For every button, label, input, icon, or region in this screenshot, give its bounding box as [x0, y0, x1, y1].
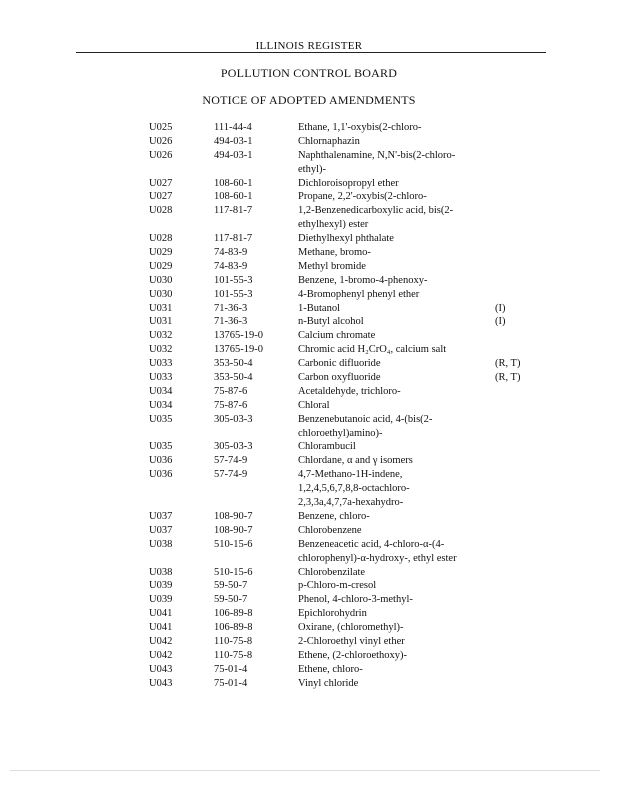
- waste-code: U033: [149, 372, 173, 384]
- table-row-line: [0, 315, 618, 329]
- table-row: [0, 635, 618, 649]
- substance-name: n-Butyl alcohol: [298, 316, 364, 328]
- cas-number: 71-36-3: [214, 316, 248, 328]
- substance-name: 2,3,3a,4,7,7a-hexahydro-: [298, 497, 404, 509]
- cas-number: 110-75-8: [214, 649, 253, 661]
- waste-code: U036: [149, 469, 173, 481]
- cas-number: 510-15-6: [214, 566, 253, 578]
- table-row-line: [0, 357, 618, 371]
- waste-code: U034: [149, 399, 173, 411]
- table-row-line: [0, 496, 618, 510]
- cas-number: 494-03-1: [214, 149, 253, 161]
- substance-name: chloroethyl)amino)-: [298, 427, 383, 439]
- substance-name: Ethene, (2-chloroethoxy)-: [298, 649, 408, 661]
- substance-name: Carbon oxyfluoride: [298, 372, 381, 384]
- table-row: [0, 135, 618, 149]
- table-row-line: [0, 149, 618, 163]
- waste-code: U042: [149, 635, 173, 647]
- table-row: [0, 454, 618, 468]
- waste-code: U030: [149, 274, 173, 286]
- waste-code: U027: [149, 191, 173, 203]
- substance-name: Calcium chromate: [298, 330, 376, 342]
- table-row: [0, 510, 618, 524]
- table-row: [0, 607, 618, 621]
- cas-number: 74-83-9: [214, 260, 248, 272]
- substance-name: Carbonic difluoride: [298, 358, 381, 370]
- substance-name: Chloral: [298, 399, 330, 411]
- substance-name: p-Chloro-m-cresol: [298, 580, 377, 592]
- waste-code: U035: [149, 413, 173, 425]
- table-row-line: [0, 232, 618, 246]
- table-row: [0, 579, 618, 593]
- table-row: [0, 315, 618, 329]
- table-row: [0, 357, 618, 371]
- hazard-code: (R, T): [495, 372, 521, 384]
- table-row: [0, 566, 618, 580]
- table-row: [0, 232, 618, 246]
- cas-number: 117-81-7: [214, 233, 253, 245]
- table-row-line: [0, 302, 618, 316]
- table-row: [0, 621, 618, 635]
- cas-number: 106-89-8: [214, 622, 253, 634]
- substance-name: ethyl)-: [298, 163, 326, 175]
- table-row: [0, 413, 618, 441]
- substance-name: Diethylhexyl phthalate: [298, 233, 394, 245]
- table-row: [0, 121, 618, 135]
- substance-name: Vinyl chloride: [298, 677, 359, 689]
- waste-code: U031: [149, 302, 173, 314]
- table-row: [0, 190, 618, 204]
- table-row: [0, 260, 618, 274]
- table-row-line: [0, 593, 618, 607]
- cas-number: 111-44-4: [214, 122, 252, 133]
- substance-name: 4,7-Methano-1H-indene,: [298, 469, 403, 481]
- waste-code: U030: [149, 288, 173, 300]
- table-row-line: [0, 552, 618, 566]
- waste-code: U032: [149, 344, 173, 356]
- cas-number: 494-03-1: [214, 135, 253, 147]
- substance-name: Ethene, chloro-: [298, 663, 363, 675]
- cas-number: 108-90-7: [214, 510, 253, 522]
- waste-code: U028: [149, 233, 173, 245]
- substance-name: 4-Bromophenyl phenyl ether: [298, 288, 420, 300]
- waste-code: U029: [149, 260, 173, 272]
- waste-code: U037: [149, 510, 173, 522]
- table-row-line: [0, 454, 618, 468]
- waste-code: U025: [149, 122, 173, 133]
- waste-code: U043: [149, 677, 173, 689]
- waste-code: U031: [149, 316, 173, 328]
- table-row-line: [0, 510, 618, 524]
- waste-code: U037: [149, 524, 173, 536]
- table-row: [0, 329, 618, 343]
- cas-number: 108-90-7: [214, 524, 253, 536]
- substance-name: Propane, 2,2'-oxybis(2-chloro-: [298, 191, 427, 203]
- cas-number: 353-50-4: [214, 358, 253, 370]
- substance-name: Benzene, chloro-: [298, 510, 370, 522]
- cas-number: 75-01-4: [214, 677, 248, 689]
- substance-name: Chromic acid H₂CrO₄, calcium salt: [298, 344, 447, 356]
- waste-code: U038: [149, 566, 173, 578]
- substance-name: chlorophenyl)-α-hydroxy-, ethyl ester: [298, 552, 457, 564]
- substance-name: Chlornaphazin: [298, 135, 360, 147]
- table-row-line: [0, 621, 618, 635]
- table-row-line: [0, 288, 618, 302]
- cas-number: 74-83-9: [214, 247, 248, 259]
- table-row: [0, 663, 618, 677]
- substance-name: Naphthalenamine, N,N'-bis(2-chloro-: [298, 149, 456, 161]
- table-row-line: [0, 399, 618, 413]
- substance-name: ethylhexyl) ester: [298, 219, 369, 231]
- cas-number: 75-87-6: [214, 399, 248, 411]
- table-row-line: [0, 677, 618, 691]
- notice-heading: NOTICE OF ADOPTED AMENDMENTS: [202, 93, 416, 107]
- cas-number: 13765-19-0: [214, 344, 263, 356]
- table-row: [0, 343, 618, 357]
- table-row-line: [0, 607, 618, 621]
- table-row: [0, 204, 618, 232]
- substance-name: Phenol, 4-chloro-3-methyl-: [298, 594, 413, 606]
- cas-number: 59-50-7: [214, 580, 248, 592]
- cas-number: 75-87-6: [214, 385, 248, 397]
- table-row-line: [0, 427, 618, 441]
- table-row: [0, 274, 618, 288]
- table-row-line: [0, 135, 618, 149]
- cas-number: 117-81-7: [214, 205, 253, 217]
- substance-name: Ethane, 1,1'-oxybis(2-chloro-: [298, 122, 422, 133]
- substance-name: Chlorambucil: [298, 441, 356, 453]
- cas-number: 353-50-4: [214, 372, 253, 384]
- substance-name: Methyl bromide: [298, 260, 366, 272]
- table-row-line: [0, 635, 618, 649]
- waste-code: U043: [149, 663, 173, 675]
- cas-number: 108-60-1: [214, 177, 253, 189]
- table-row: [0, 677, 618, 691]
- table-row-line: [0, 177, 618, 191]
- board-name: POLLUTION CONTROL BOARD: [220, 66, 398, 80]
- waste-code: U033: [149, 358, 173, 370]
- table-row: [0, 593, 618, 607]
- table-row-line: [0, 663, 618, 677]
- table-row-line: [0, 566, 618, 580]
- cas-number: 75-01-4: [214, 663, 248, 675]
- table-row-line: [0, 329, 618, 343]
- substance-name: Benzene, 1-bromo-4-phenoxy-: [298, 274, 428, 286]
- substance-name: 1,2-Benzenedicarboxylic acid, bis(2-: [298, 205, 454, 217]
- substance-name: 1,2,4,5,6,7,8,8-octachloro-: [298, 483, 410, 495]
- table-row: [0, 468, 618, 510]
- table-row-line: [0, 274, 618, 288]
- waste-code: U032: [149, 330, 173, 342]
- waste-code: U036: [149, 455, 173, 467]
- table-row-line: [0, 482, 618, 496]
- waste-code: U042: [149, 649, 173, 661]
- cas-number: 59-50-7: [214, 594, 248, 606]
- substance-name: Epichlorohydrin: [298, 608, 367, 620]
- table-row-line: [0, 440, 618, 454]
- table-row: [0, 246, 618, 260]
- cas-number: 106-89-8: [214, 608, 253, 620]
- table-row: [0, 440, 618, 454]
- waste-code: U039: [149, 594, 173, 606]
- waste-code: U035: [149, 441, 173, 453]
- waste-code: U026: [149, 149, 173, 161]
- table-row-line: [0, 385, 618, 399]
- substance-name: Methane, bromo-: [298, 247, 371, 259]
- cas-number: 101-55-3: [214, 274, 253, 286]
- table-row-line: [0, 204, 618, 218]
- table-row: [0, 399, 618, 413]
- substance-name: Chlordane, α and γ isomers: [298, 455, 413, 467]
- substance-name: Benzenebutanoic acid, 4-(bis(2-: [298, 413, 433, 425]
- table-row-line: [0, 260, 618, 274]
- waste-code: U041: [149, 622, 173, 634]
- cas-number: 71-36-3: [214, 302, 248, 314]
- page-bottom-rule: [10, 770, 600, 771]
- waste-code: U034: [149, 385, 173, 397]
- table-row-line: [0, 246, 618, 260]
- header-rule: [76, 52, 546, 53]
- waste-code: U041: [149, 608, 173, 620]
- table-row: [0, 149, 618, 177]
- table-row-line: [0, 649, 618, 663]
- hazard-code: (R, T): [495, 358, 521, 370]
- table-row: [0, 524, 618, 538]
- cas-number: 305-03-3: [214, 441, 253, 453]
- cas-number: 305-03-3: [214, 413, 253, 425]
- table-row-line: [0, 579, 618, 593]
- hazardous-waste-table: [0, 121, 618, 691]
- table-row-line: [0, 538, 618, 552]
- waste-code: U039: [149, 580, 173, 592]
- substance-name: Oxirane, (chloromethyl)-: [298, 622, 404, 634]
- cas-number: 510-15-6: [214, 538, 253, 550]
- cas-number: 108-60-1: [214, 191, 253, 203]
- table-row: [0, 538, 618, 566]
- substance-name: Acetaldehyde, trichloro-: [298, 385, 401, 397]
- table-row: [0, 385, 618, 399]
- substance-name: Benzeneacetic acid, 4-chloro-α-(4-: [298, 538, 445, 550]
- table-row: [0, 288, 618, 302]
- table-row-line: [0, 121, 618, 135]
- waste-code: U029: [149, 247, 173, 259]
- substance-name: 2-Chloroethyl vinyl ether: [298, 635, 405, 647]
- table-row-line: [0, 468, 618, 482]
- table-row-line: [0, 413, 618, 427]
- substance-name: Dichloroisopropyl ether: [298, 177, 399, 189]
- table-row: [0, 177, 618, 191]
- waste-code: U026: [149, 135, 173, 147]
- hazard-code: (I): [495, 302, 506, 314]
- register-title: ILLINOIS REGISTER: [255, 40, 363, 52]
- hazard-code: (I): [495, 316, 506, 328]
- cas-number: 57-74-9: [214, 469, 248, 481]
- substance-name: Chlorobenzene: [298, 524, 362, 536]
- table-row: [0, 371, 618, 385]
- waste-code: U038: [149, 538, 173, 550]
- cas-number: 101-55-3: [214, 288, 253, 300]
- substance-name: 1-Butanol: [298, 302, 340, 314]
- substance-name: Chlorobenzilate: [298, 566, 366, 578]
- table-row-line: [0, 343, 618, 357]
- cas-number: 110-75-8: [214, 635, 253, 647]
- table-row-line: [0, 371, 618, 385]
- table-row-line: [0, 524, 618, 538]
- table-row-line: [0, 190, 618, 204]
- cas-number: 13765-19-0: [214, 330, 263, 342]
- table-row: [0, 649, 618, 663]
- waste-code: U028: [149, 205, 173, 217]
- waste-code: U027: [149, 177, 173, 189]
- table-row-line: [0, 218, 618, 232]
- table-row: [0, 302, 618, 316]
- table-row-line: [0, 163, 618, 177]
- cas-number: 57-74-9: [214, 455, 248, 467]
